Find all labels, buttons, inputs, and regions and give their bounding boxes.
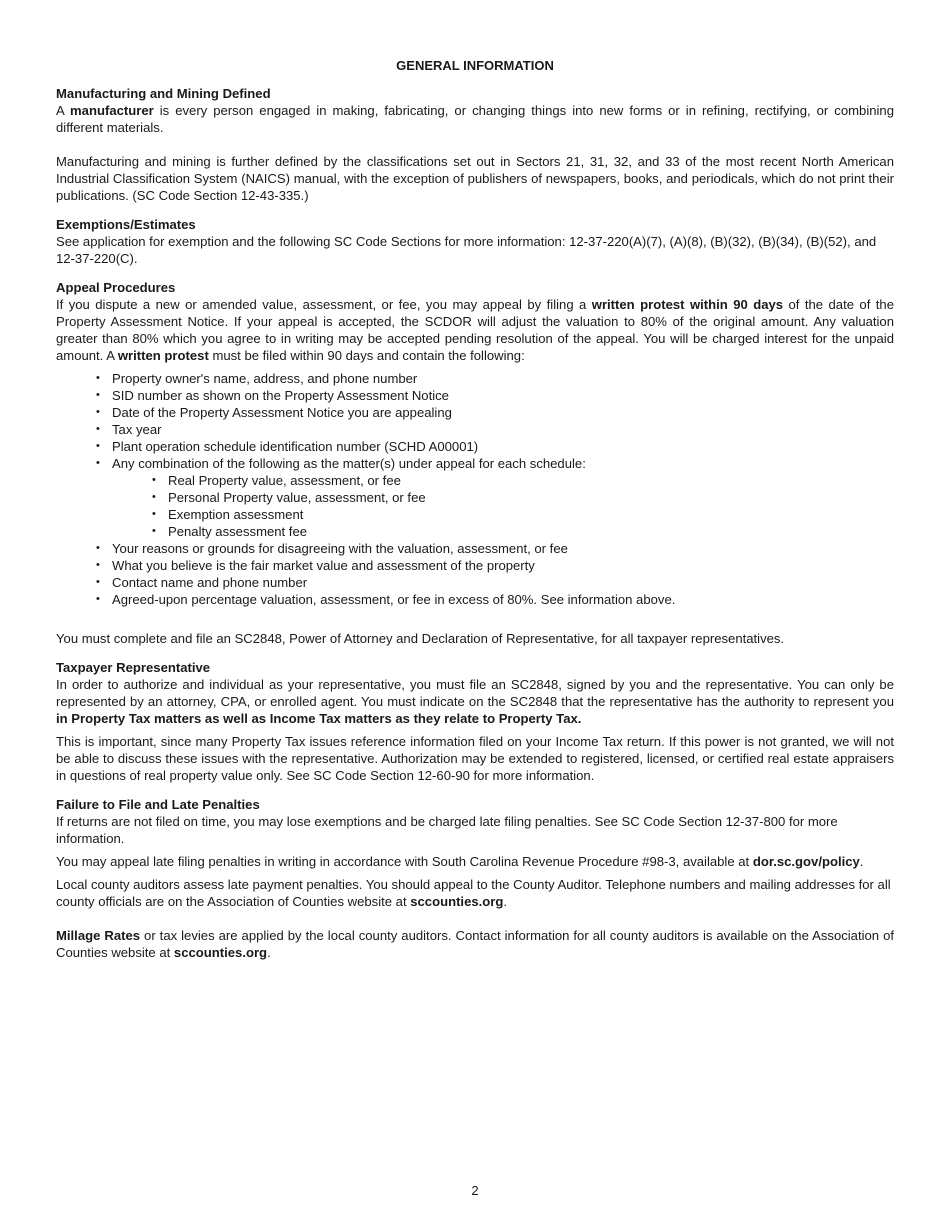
naics-paragraph: Manufacturing and mining is further defined by the classifications set out in Sectors 21, 31, 32, and 33 of the most recent North American Industrial Classification System (NAICS) manual, with the exception of publishers of newspapers, books, and periodicals, which do not print their publications. (SC Code Section 12-43-335.) <box>56 154 894 203</box>
list-item: • Agreed-upon percentage valuation, assessment, or fee in excess of 80%. See information above. <box>56 591 894 608</box>
appeal-requirements-list <box>56 370 894 608</box>
sub-list-item: • Personal Property value, assessment, or fee <box>112 489 894 506</box>
manufacturer-definition <box>56 102 894 136</box>
text-span: of the date of the Property Assessment Notice. If your appeal is accepted, the SCDOR will adjust the valuation to 80% of the original amount. Any valuation greater than 80% which you agree to in writing may be accepted pending resolution of the appeal. You will be charged interest for the unpaid amount. A <box>56 297 894 363</box>
text-span: . <box>267 945 271 960</box>
document-page <box>56 57 894 961</box>
sccounties-link[interactable]: sccounties.org <box>410 894 504 909</box>
list-item: • Contact name and phone number <box>56 574 894 591</box>
list-item: • Tax year <box>56 421 894 438</box>
sub-list-item: • Penalty assessment fee <box>112 523 894 540</box>
text-span: must be filed within 90 days and contain the following: <box>208 348 525 363</box>
list-item-label: Any combination of the following as the matter(s) under appeal for each schedule: <box>112 456 586 471</box>
list-item-with-sublist <box>56 455 894 540</box>
sub-list-item: • Exemption assessment <box>112 506 894 523</box>
list-item: • Plant operation schedule identification number (SCHD A00001) <box>56 438 894 455</box>
representative-paragraph-2: This is important, since many Property Tax issues reference information filed on your Income Tax return. If this power is not granted, we will not be able to discuss these issues with the representative. Authorization may be extended to registered, licensed, or certified real estate appraisers in questions of real property value only. See SC Code Section 12-60-90 for more information. <box>56 734 894 783</box>
list-item: • Your reasons or grounds for disagreeing with the valuation, assessment, or fee <box>56 540 894 557</box>
list-item: • Property owner's name, address, and phone number <box>56 370 894 387</box>
manufacturing-heading: Manufacturing and Mining Defined <box>56 86 271 101</box>
exemptions-paragraph: See application for exemption and the following SC Code Sections for more information: 12-37-220(A)(7), (A)(8), (B)(32), (B)(34), (B)(52), and 12-37-220(C). <box>56 234 877 266</box>
penalties-paragraph-3 <box>56 876 894 910</box>
bold-text: written protest <box>117 348 209 363</box>
penalties-paragraph-1: If returns are not filed on time, you may lose exemptions and be charged late filing penalties. See SC Code Section 12-37-800 for more information. <box>56 814 838 846</box>
dor-policy-link[interactable]: dor.sc.gov/policy <box>752 854 860 869</box>
exemptions-heading: Exemptions/Estimates <box>56 217 196 232</box>
list-item: • What you believe is the fair market value and assessment of the property <box>56 557 894 574</box>
text-span: If you dispute a new or amended value, assessment, or fee, you may appeal by filing a <box>56 297 592 312</box>
manufacturer-term: manufacturer <box>70 103 154 118</box>
text-span: . <box>503 894 508 909</box>
list-item: • SID number as shown on the Property Assessment Notice <box>56 387 894 404</box>
bold-text: in Property Tax matters as well as Income Tax matters as they relate to Property Tax. <box>56 711 582 726</box>
text-span: You may appeal late filing penalties in writing in accordance with South Carolina Revenue Procedure #98-3, available at <box>56 854 753 869</box>
list-item: • Date of the Property Assessment Notice you are appealing <box>56 404 894 421</box>
text-span: In order to authorize and individual as your representative, you must file an SC2848, signed by you and the representative. You can only be represented by an attorney, CPA, or enrolled agent. You must indicate on the SC2848 that the representative has the authority to represent you <box>56 677 894 709</box>
sc2848-note: You must complete and file an SC2848, Power of Attorney and Declaration of Representative, for all taxpayer representatives. <box>56 631 785 646</box>
sub-list-item: • Real Property value, assessment, or fee <box>112 472 894 489</box>
penalties-heading: Failure to File and Late Penalties <box>56 797 260 812</box>
appeal-paragraph <box>56 296 894 364</box>
millage-paragraph <box>56 927 894 961</box>
page-number: 2 <box>471 1183 479 1198</box>
text-span: or tax levies are applied by the local county auditors. Contact information for all county auditors is available on the Association of Counties website at <box>56 928 894 960</box>
representative-paragraph-1 <box>56 676 894 727</box>
text-span: A <box>56 103 71 118</box>
penalties-paragraph-2 <box>56 853 894 870</box>
appeal-matters-sublist <box>112 472 894 540</box>
bold-text: written protest within 90 days <box>591 297 784 312</box>
millage-term: Millage Rates <box>56 928 141 943</box>
text-span: . <box>859 854 864 869</box>
appeal-heading: Appeal Procedures <box>56 280 176 295</box>
text-span: Local county auditors assess late payment penalties. You should appeal to the County Auditor. Telephone numbers and mailing addresses for all county officials are on the Association of Counties website at <box>56 877 891 909</box>
sccounties-link[interactable]: sccounties.org <box>173 945 268 960</box>
text-span: is every person engaged in making, fabricating, or changing things into new forms or in refining, rectifying, or combining different materials. <box>56 103 894 135</box>
page-title: GENERAL INFORMATION <box>396 58 554 73</box>
representative-heading: Taxpayer Representative <box>56 660 211 675</box>
